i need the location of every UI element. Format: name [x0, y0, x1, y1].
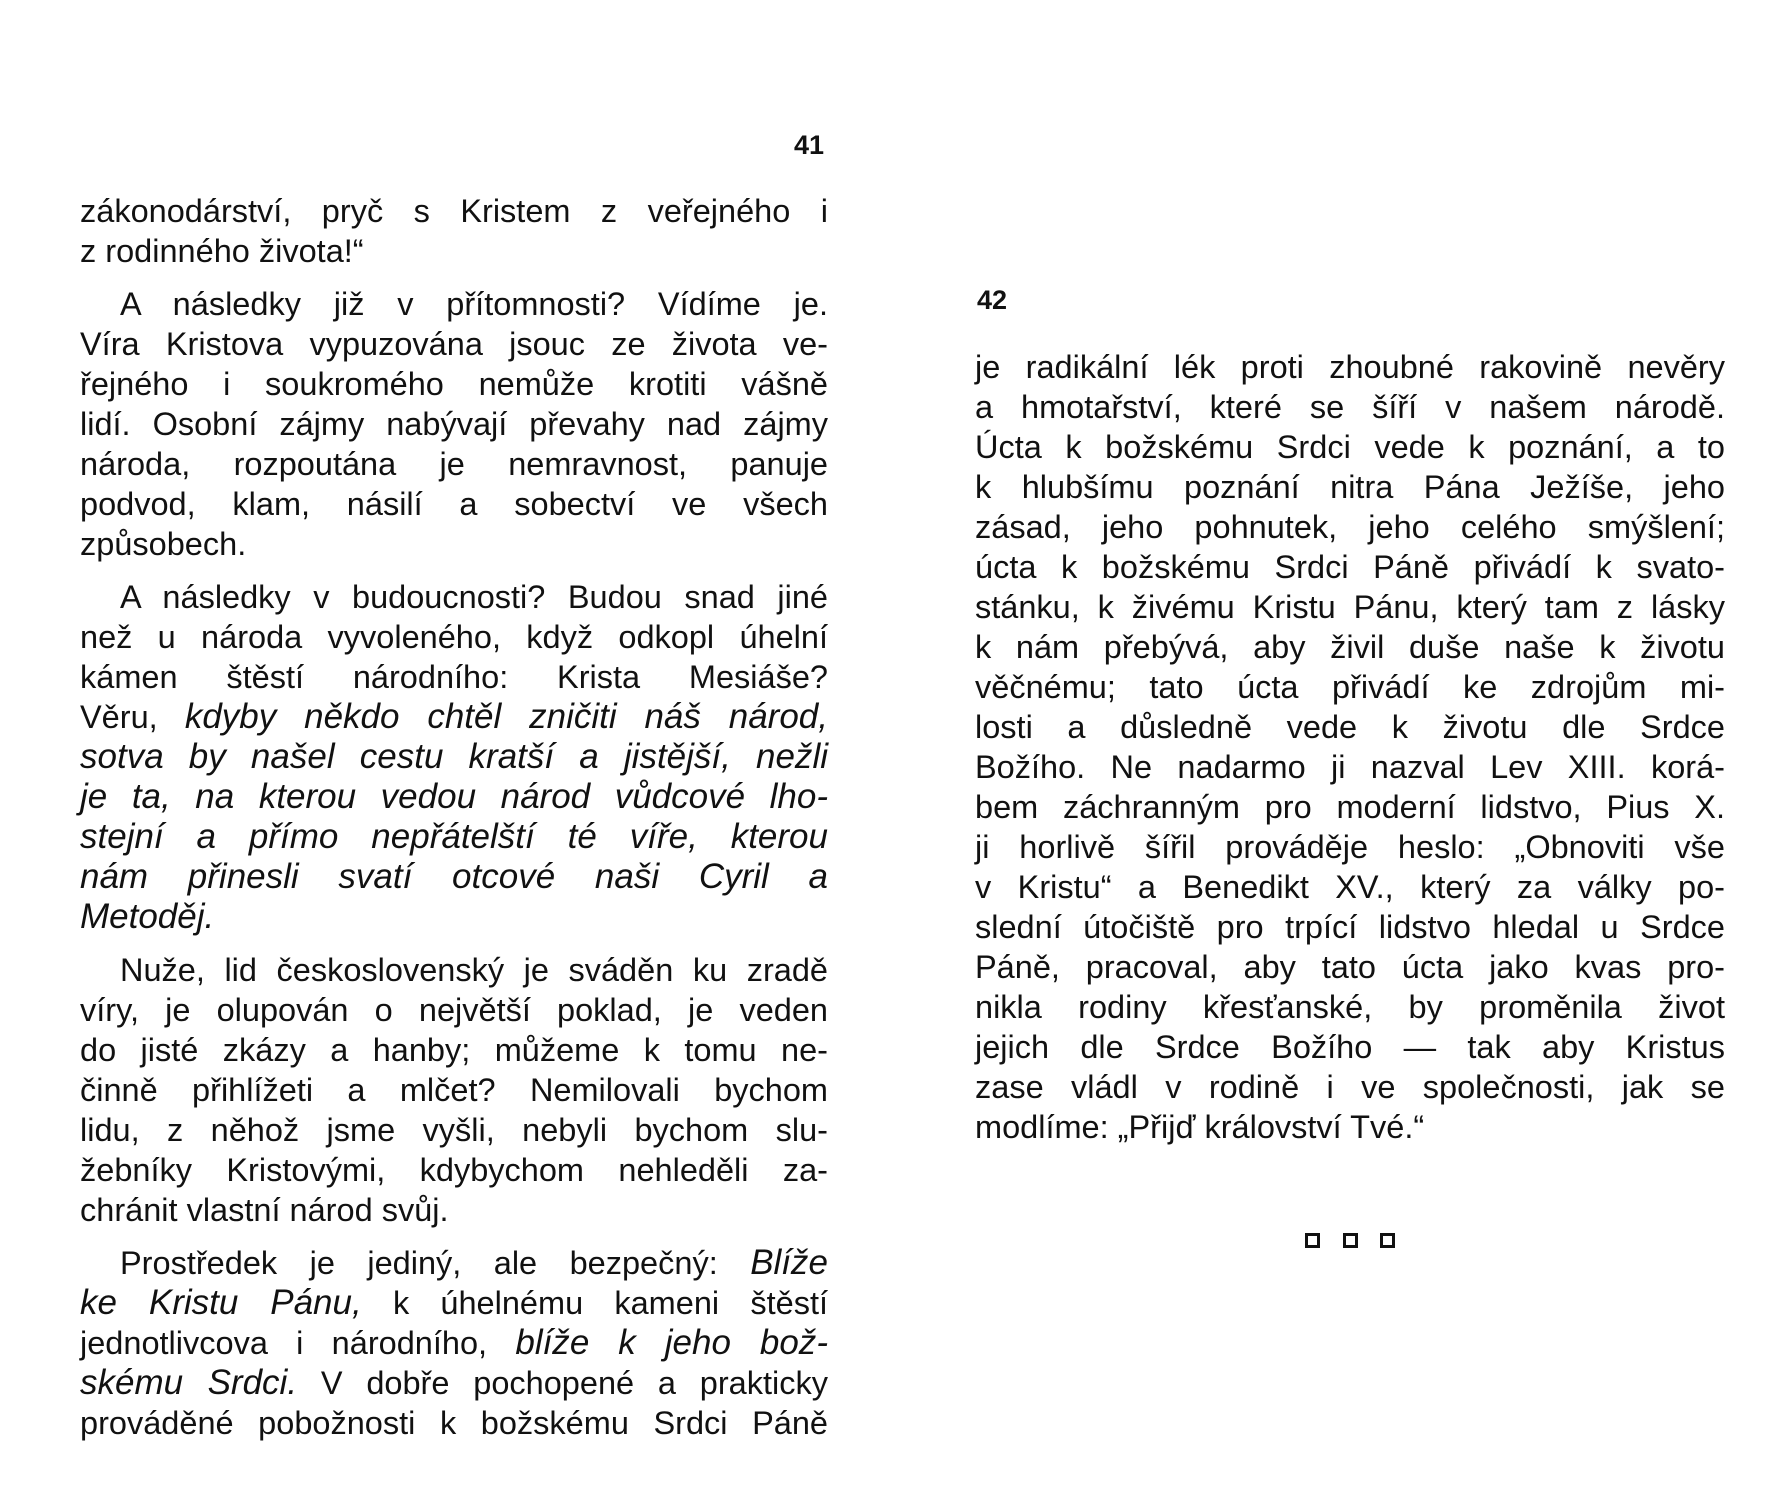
text-line [80, 1363, 828, 1403]
text-line: prováděné pobožnosti k božskému Srdci Páně [80, 1405, 828, 1441]
text-line: nikla rodiny křesťanské, by proměnila život [975, 989, 1725, 1025]
section-end-ornament [1305, 1233, 1395, 1248]
ornament-square-icon [1305, 1233, 1320, 1248]
emphasis-line: je ta, na kterou vedou národ vůdcové lho- [80, 777, 828, 816]
text-line: z rodinného života!“ [80, 233, 364, 269]
text-line: víry, je olupován o největší poklad, je veden [80, 992, 828, 1028]
text-line [80, 1243, 828, 1283]
left-page-text [80, 191, 828, 1443]
text-line: jejich dle Srdce Božího — tak aby Kristus [975, 1029, 1725, 1065]
emphasis-text: blíže k jeho bož- [515, 1323, 829, 1362]
text-line: A následky již v přítomnosti? Vídíme je. [120, 286, 828, 322]
text-line: než u národa vyvoleného, když odkopl úhelní [80, 619, 828, 655]
text-line: lidu, z něhož jsme vyšli, nebyli bychom slu- [80, 1112, 828, 1148]
emphasis-text: Blíže [750, 1243, 828, 1282]
text-line: kámen štěstí národního: Krista Mesiáše? [80, 659, 828, 695]
text-line: Božího. Ne nadarmo ji nazval Lev XIII. korá- [975, 749, 1725, 785]
text-line: Úcta k božskému Srdci vede k poznání, a to [975, 429, 1725, 465]
text-line: podvod, klam, násilí a sobectví ve všech [80, 486, 828, 522]
text-line: věčnému; tato úcta přivádí ke zdrojům mi- [975, 669, 1725, 705]
text-line: zákonodárství, pryč s Kristem z veřejného i [80, 193, 828, 229]
text-line: Nuže, lid československý je sváděn ku zradě [120, 952, 828, 988]
text-line: způsobech. [80, 526, 247, 562]
text-line: losti a důsledně vede k životu dle Srdce [975, 709, 1725, 745]
text-segment: Prostředek je jediný, ale bezpečný: [120, 1245, 718, 1281]
text-line [80, 1323, 828, 1363]
emphasis-line: sotva by našel cestu kratší a jistější, nežli [80, 737, 828, 776]
ornament-square-icon [1380, 1233, 1395, 1248]
text-line: do jisté zkázy a hanby; můžeme k tomu ne- [80, 1032, 828, 1068]
emphasis-line: stejní a přímo nepřátelští té víře, kterou [80, 817, 828, 856]
text-line: chránit vlastní národ svůj. [80, 1192, 449, 1228]
text-line: zase vládl v rodině i ve společnosti, jak se [975, 1069, 1725, 1105]
text-line: slední útočiště pro trpící lidstvo hledal u Srdce [975, 909, 1725, 945]
text-line: úcta k božskému Srdci Páně přivádí k svato- [975, 549, 1725, 585]
text-line: stánku, k živému Kristu Pánu, který tam z lásky [975, 589, 1725, 625]
text-line: k nám přebývá, aby živil duše naše k životu [975, 629, 1725, 665]
page-number-left: 41 [793, 130, 824, 160]
text-line: Víra Kristova vypuzována jsouc ze života ve- [80, 326, 828, 362]
text-line: v Kristu“ a Benedikt XV., který za války po- [975, 869, 1725, 905]
text-line: zásad, jeho pohnutek, jeho celého smýšlení; [975, 509, 1725, 545]
text-segment: V dobře pochopené a prakticky [320, 1365, 828, 1401]
text-line: lidí. Osobní zájmy nabývají převahy nad zájmy [80, 406, 828, 442]
text-line: Páně, pracoval, aby tato úcta jako kvas pro- [975, 949, 1725, 985]
text-line: bem záchranným pro moderní lidstvo, Pius X. [975, 789, 1725, 825]
text-line: národa, rozpoutána je nemravnost, panuje [80, 446, 828, 482]
text-line: A následky v budoucnosti? Budou snad jiné [120, 579, 828, 615]
text-line: k hlubšímu poznání nitra Pána Ježíše, jeho [975, 469, 1725, 505]
text-line: modlíme: „Přijď království Tvé.“ [975, 1109, 1425, 1145]
text-line: je radikální lék proti zhoubné rakovině nevěry [975, 349, 1725, 385]
ornament-square-icon [1343, 1233, 1358, 1248]
text-line: ji horlivě šířil prováděje heslo: „Obnoviti vše [975, 829, 1725, 865]
emphasis-text: skému Srdci. [80, 1363, 298, 1402]
text-line [80, 697, 828, 737]
text-line: a hmotařství, které se šíří v našem národě. [975, 389, 1725, 425]
text-line: činně přihlížeti a mlčet? Nemilovali bychom [80, 1072, 828, 1108]
emphasis-text: kdyby někdo chtěl zničiti náš národ, [184, 697, 828, 736]
right-page-text [975, 347, 1725, 1147]
page-number-right: 42 [977, 285, 1008, 315]
emphasis-line: Metoděj. [80, 897, 215, 936]
text-line [80, 1283, 828, 1323]
text-line: žebníky Kristovými, kdybychom nehleděli za- [80, 1152, 828, 1188]
text-segment: k úhelnému kameni štěstí [392, 1285, 829, 1321]
text-line: řejného i soukromého nemůže krotiti vášně [80, 366, 828, 402]
emphasis-line: nám přinesli svatí otcové naši Cyril a [80, 857, 828, 896]
text-segment: Věru, [80, 699, 158, 735]
emphasis-text: ke Kristu Pánu, [80, 1283, 362, 1322]
text-segment: jednotlivcova i národního, [80, 1325, 488, 1361]
